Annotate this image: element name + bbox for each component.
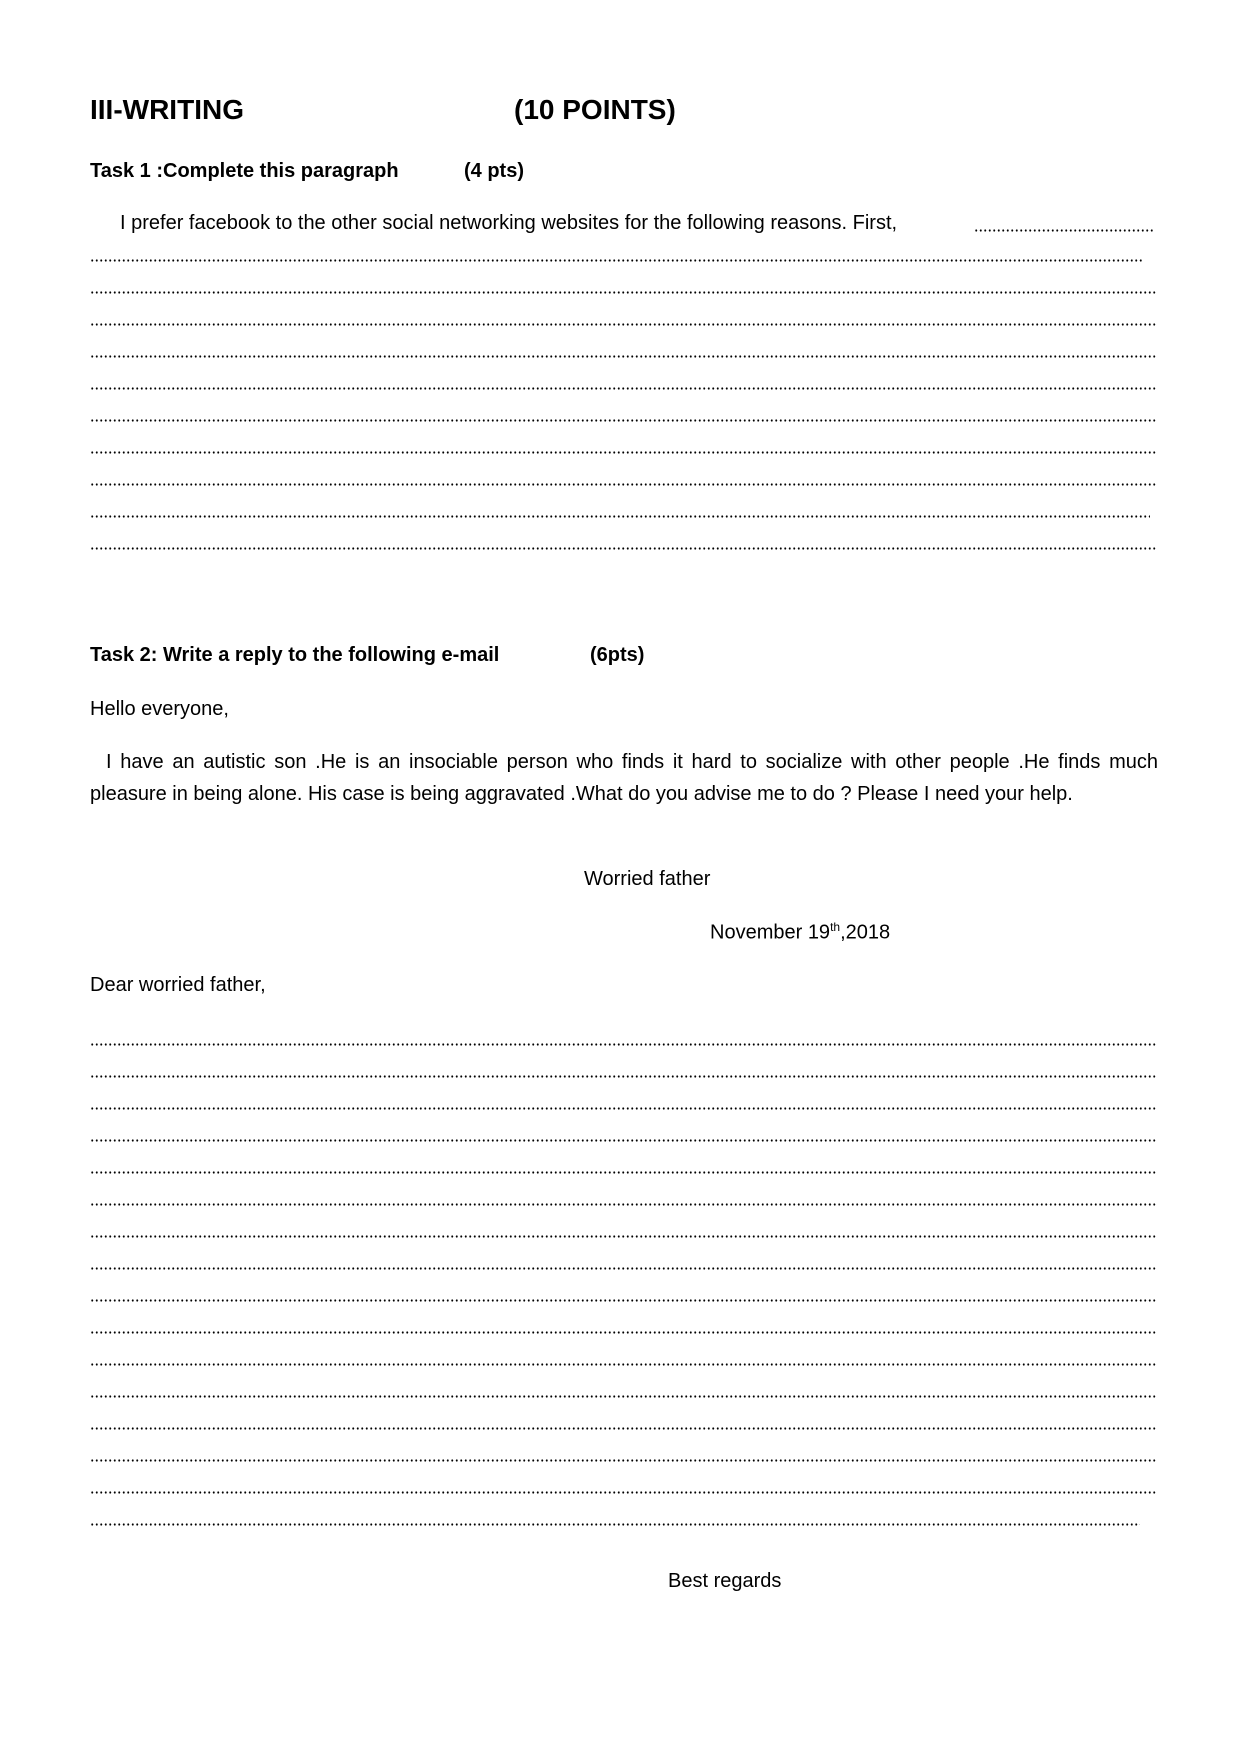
reply-answer-line[interactable] [90,1171,1156,1174]
email-date-day: November 19 [710,921,831,944]
task1-title: Task 1 :Complete this paragraph [90,160,399,182]
task1-answer-line[interactable] [90,547,1156,550]
task1-answer-line[interactable] [90,291,1156,294]
task1-answer-line[interactable] [90,483,1156,486]
task2-points: (6pts) [590,644,645,666]
task2-title: Task 2: Write a reply to the following e-mail [90,644,500,666]
task1-answer-line[interactable] [90,419,1156,422]
reply-answer-line[interactable] [90,1075,1156,1078]
email-body: I have an autistic son .He is an insociable person who finds it hard to socialize with other people .He finds much pleasure in being alone. His case is being aggravated .What do you advise me to do ? Please I need your help. [90,751,1158,805]
reply-answer-line[interactable] [90,1395,1156,1398]
task1-answer-line[interactable] [90,451,1156,454]
reply-answer-line[interactable] [90,1267,1156,1270]
reply-closing: Best regards [668,1570,782,1592]
email-date [710,920,890,945]
reply-answer-line[interactable] [90,1139,1156,1142]
task1-answer-line[interactable] [90,323,1156,326]
task1-answer-line[interactable] [90,355,1156,358]
task1-answer-line[interactable] [90,515,1150,518]
reply-answer-line[interactable] [90,1331,1156,1334]
reply-answer-line[interactable] [90,1235,1156,1238]
email-date-ordinal: th [830,920,841,934]
email-date-year: ,2018 [840,921,891,944]
reply-answer-line[interactable] [90,1043,1156,1046]
task1-prompt-blank[interactable] [974,229,1154,232]
reply-answer-line[interactable] [90,1523,1140,1526]
section-points: (10 POINTS) [514,94,676,125]
task1-answer-line[interactable] [90,387,1156,390]
reply-answer-line[interactable] [90,1427,1156,1430]
task1-points: (4 pts) [464,160,524,182]
reply-greeting: Dear worried father, [90,974,266,996]
email-greeting: Hello everyone, [90,698,229,720]
section-title: III-WRITING [90,94,244,125]
reply-answer-line[interactable] [90,1107,1156,1110]
task1-prompt: I prefer facebook to the other social networking websites for the following reasons. First, [120,212,898,234]
reply-answer-line[interactable] [90,1299,1156,1302]
reply-answer-line[interactable] [90,1363,1156,1366]
reply-answer-line[interactable] [90,1491,1156,1494]
task1-answer-line[interactable] [90,259,1144,262]
reply-answer-line[interactable] [90,1203,1156,1206]
reply-answer-line[interactable] [90,1459,1156,1462]
email-signature: Worried father [584,868,711,890]
